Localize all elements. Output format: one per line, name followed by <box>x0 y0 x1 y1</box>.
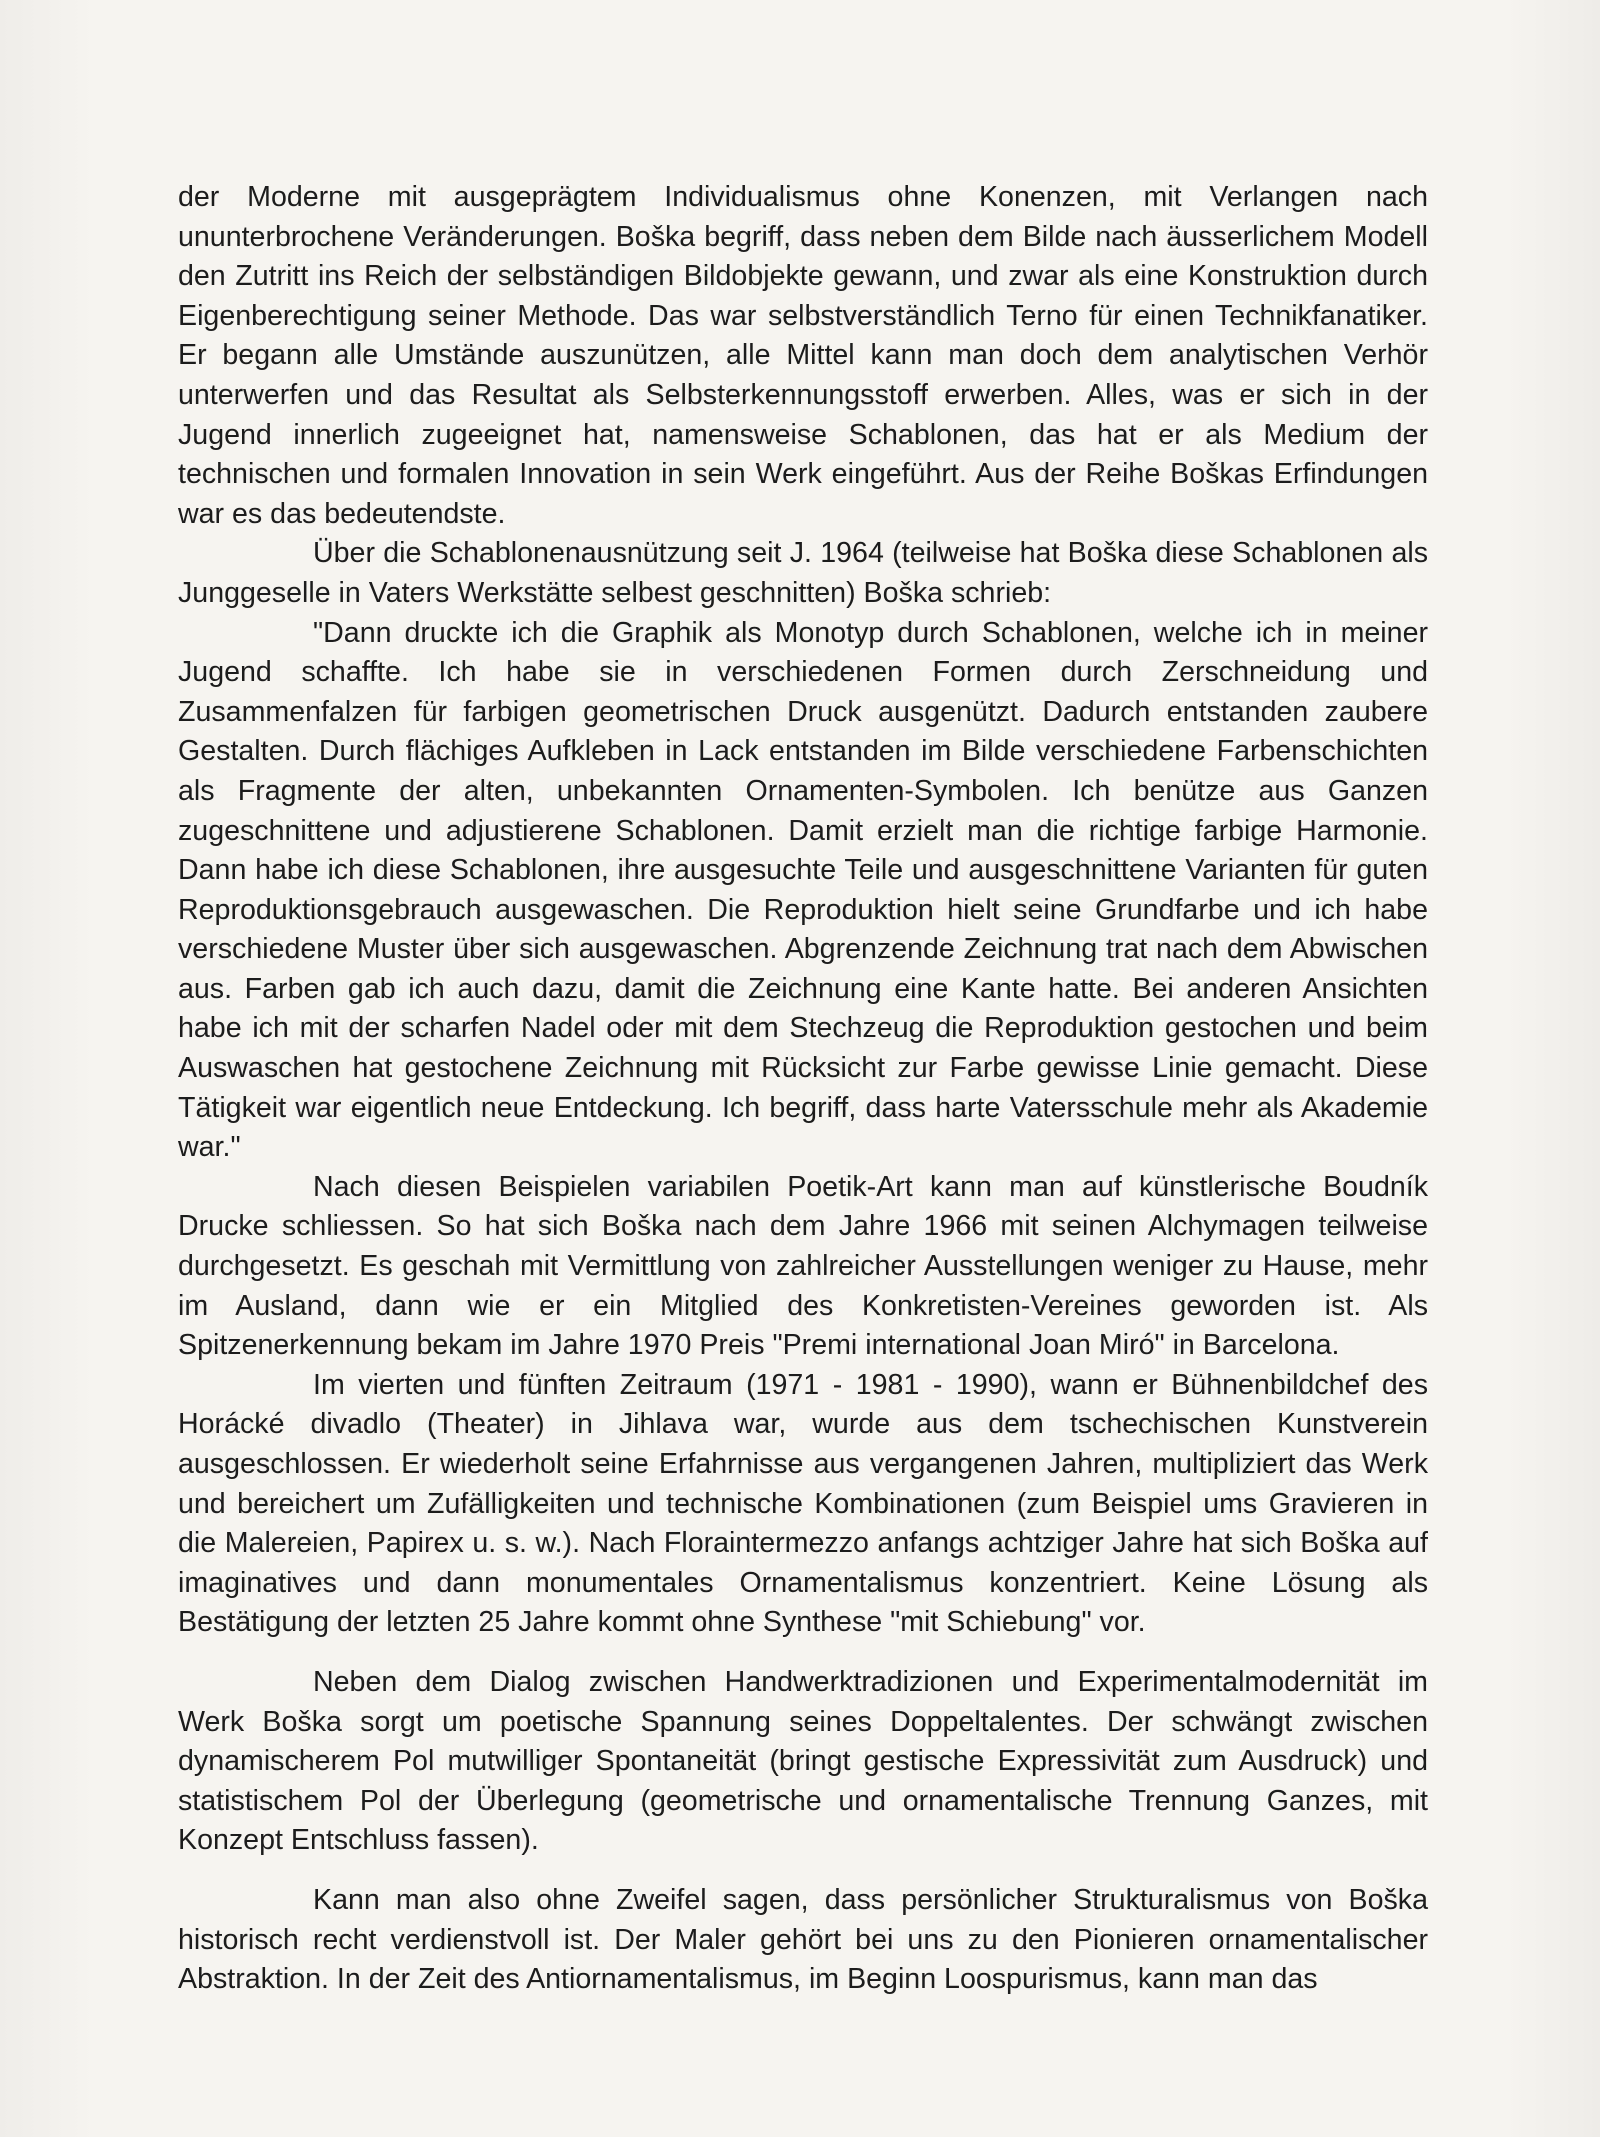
body-text <box>178 178 1428 2000</box>
paragraph-2: Über die Schablonenausnützung seit J. 1964 (teilweise hat Boška diese Schablonen als Junggeselle in Vaters Werkstätte selbest geschnitten) Boška schrieb: <box>178 537 1428 609</box>
quote-paragraph: "Dann druckte ich die Graphik als Monotyp durch Schablonen, welche ich in meiner Jugend schaffte. Ich habe sie in verschiedenen Formen durch Zerschneidung und Zusammenfalzen für farbigen geometrischen Druck ausgenützt. Dadurch entstanden zaubere Gestalten. Durch flächiges Aufkleben in Lack entstanden im Bilde verschiedene Farbenschichten als Fragmente der alten, unbekannten Ornamenten-Symbolen. Ich benütze aus Ganzen zugeschnittene und adjustierene Schablonen. Damit erzielt man die richtige farbige Harmonie. Dann habe ich diese Schablonen, ihre ausgesuchte Teile und ausgeschnittene Varianten für guten Reproduktionsgebrauch ausgewaschen. Die Reproduktion hielt seine Grundfarbe und ich habe verschiedene Muster über sich ausgewaschen. Abgrenzende Zeichnung trat nach dem Abwischen aus. Farben gab ich auch dazu, damit die Zeichnung eine Kante hatte. Bei anderen Ansichten habe ich mit der scharfen Nadel oder mit dem Stechzeug die Reproduktion gestochen und beim Auswaschen hat gestochene Zeichnung mit Rücksicht zur Farbe gewisse Linie gemacht. Diese Tätigkeit war eigentlich neue Entdeckung. Ich begriff, dass harte Vatersschule mehr als Akademie war." <box>178 616 1428 1164</box>
paragraph-6: Neben dem Dialog zwischen Handwerktradizionen und Experimentalmodernität im Werk Boška sorgt um poetische Spannung seines Doppeltalentes. Der schwängt zwischen dynamischerem Pol mutwilliger Spontaneität (bringt gestische Expressivität zum Ausdruck) und statistischem Pol der Überlegung (geometrische und ornamentalische Trennung Ganzes, mit Konzept Entschluss fassen). <box>178 1665 1428 1857</box>
paragraph-4: Nach diesen Beispielen variabilen Poetik-Art kann man auf künstlerische Boudník Drucke schliessen. So hat sich Boška nach dem Jahre 1966 mit seinen Alchymagen teilweise durchgesetzt. Es geschah mit Vermittlung von zahlreicher Ausstellungen weniger zu Hause, mehr im Ausland, dann wie er ein Mitglied des Konkretisten-Vereines geworden ist. Als Spitzenerkennung bekam im Jahre 1970 Preis "Premi international Joan Miró" in Barcelona. <box>178 1170 1428 1362</box>
paragraph-5: Im vierten und fünften Zeitraum (1971 - 1981 - 1990), wann er Bühnenbildchef des Horácké divadlo (Theater) in Jihlava war, wurde aus dem tschechischen Kunstverein ausgeschlossen. Er wiederholt seine Erfahrnisse aus vergangenen Jahren, multipliziert das Werk und bereichert um Zufälligkeiten und technische Kombinationen (zum Beispiel ums Gravieren in die Malereien, Papirex u. s. w.). Nach Floraintermezzo anfangs achtziger Jahre hat sich Boška auf imaginatives und dann monumentales Ornamentalismus konzentriert. Keine Lösung als Bestätigung der letzten 25 Jahre kommt ohne Synthese "mit Schiebung" vor. <box>178 1368 1428 1639</box>
paragraph-1: der Moderne mit ausgeprägtem Individualismus ohne Konenzen, mit Verlangen nach ununterbrochene Veränderungen. Boška begriff, dass neben dem Bilde nach äusserlichem Modell den Zutritt ins Reich der selbständigen Bildobjekte gewann, und zwar als eine Konstruktion durch Eigenberechtigung seiner Methode. Das war selbstverständlich Terno für einen Technikfanatiker. Er begann alle Umstände auszunützen, alle Mittel kann man doch dem analytischen Verhör unterwerfen und das Resultat als Selbsterkennungsstoff erwerben. Alles, was er sich in der Jugend innerlich zugeeignet hat, namensweise Schablonen, das hat er als Medium der technischen und formalen Innovation in sein Werk eingeführt. Aus der Reihe Boškas Erfindungen war es das bedeutendste. <box>178 181 1428 530</box>
paragraph-7: Kann man also ohne Zweifel sagen, dass persönlicher Strukturalismus von Boška historisch recht verdienstvoll ist. Der Maler gehört bei uns zu den Pionieren ornamentalischer Abstraktion. In der Zeit des Antiornamentalismus, im Beginn Loospurismus, kann man das <box>178 1883 1428 1996</box>
